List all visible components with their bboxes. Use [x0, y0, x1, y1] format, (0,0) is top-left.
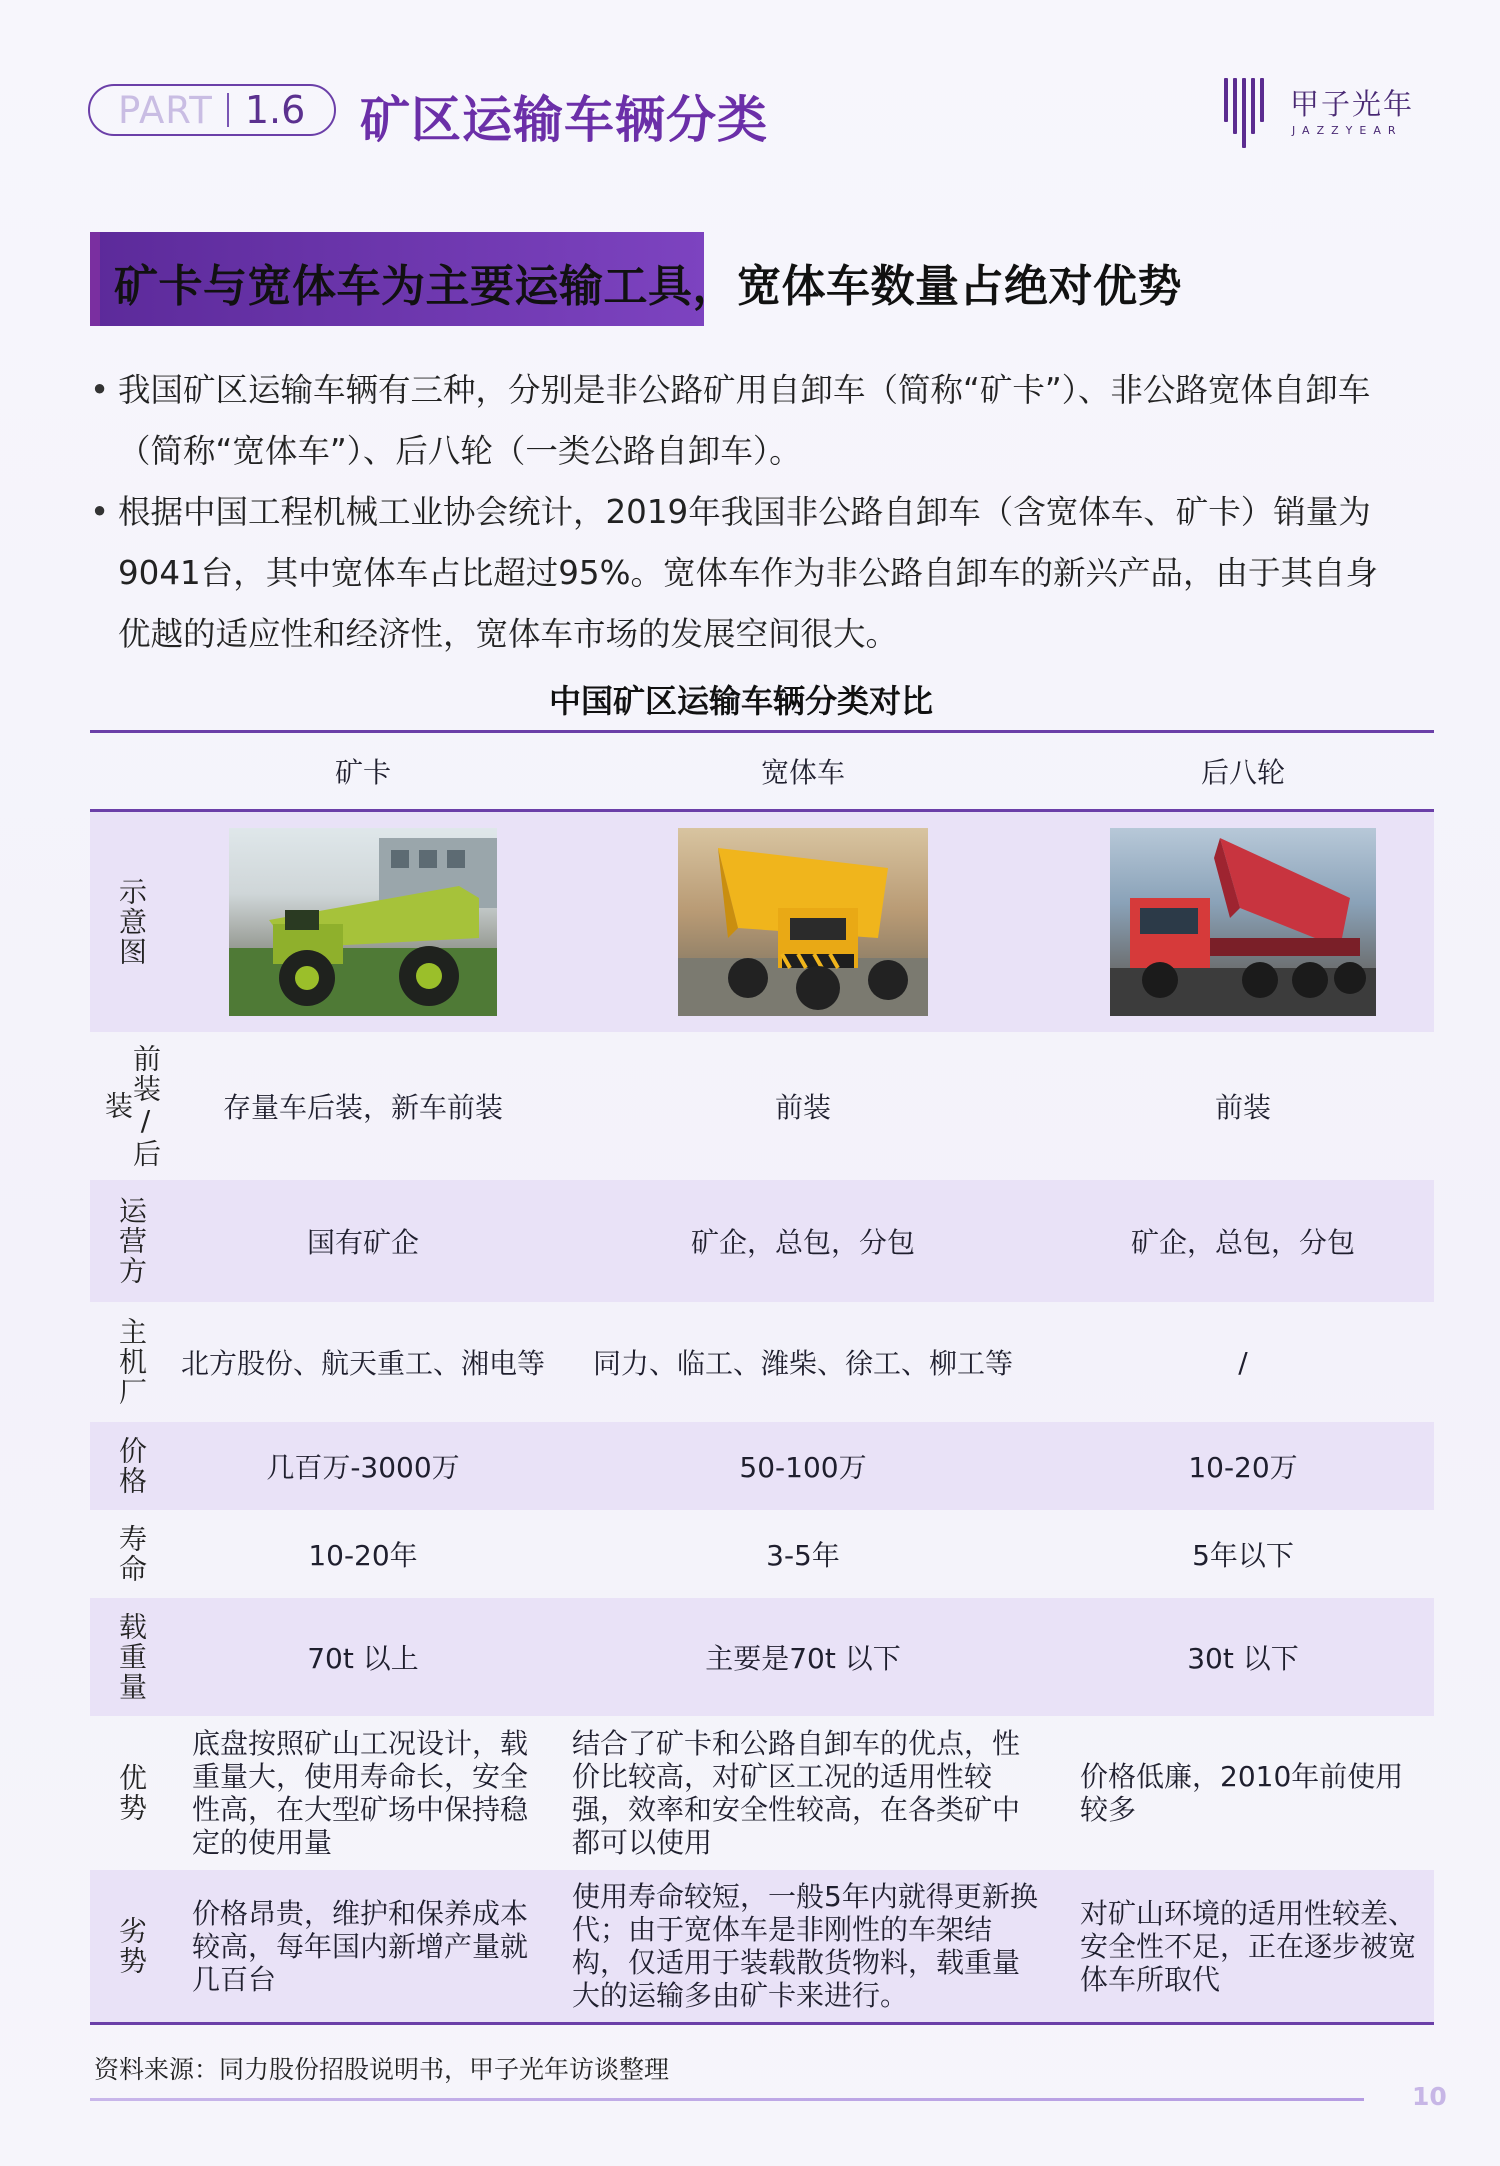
table-row: [90, 1716, 1434, 1870]
table-row: [90, 1032, 1434, 1180]
row-label: 运营方: [115, 1196, 148, 1286]
row-label: 载重量: [115, 1612, 148, 1702]
part-badge: [88, 84, 336, 136]
section-banner: [90, 232, 1190, 326]
logo-text: 甲子光年: [1290, 87, 1415, 121]
row-label: 优势: [115, 1763, 148, 1823]
table-cell: 国有矿企: [306, 1226, 419, 1259]
table-cell: 价格昂贵，维护和保养成本较高，每年国内新增产量就几百台: [192, 1896, 529, 1996]
page-title: 矿区运输车辆分类: [360, 91, 768, 149]
table-cell: 几百万-3000万: [266, 1451, 460, 1484]
comparison-table: [90, 730, 1434, 2025]
row-label: 寿命: [115, 1524, 148, 1584]
part-divider: [227, 93, 229, 127]
row-label: 前装/后装: [101, 1043, 162, 1169]
row-label: 示意图: [115, 877, 148, 967]
page-number: 10: [1412, 2082, 1447, 2111]
bullet-item: • 根据中国工程机械工业协会统计，2019年我国非公路自卸车（含宽体车、矿卡）销量为9041台，其中宽体车占比超过95%。宽体车作为非公路自卸车的新兴产品，由于其自身优越的适应性和经济性，宽体车市场的发展空间很大。: [88, 482, 1388, 665]
table-cell: 前装: [1214, 1091, 1271, 1124]
footer-divider: [90, 2098, 1364, 2101]
table-row: [90, 1180, 1434, 1302]
brand-logo: [1224, 76, 1414, 156]
part-number: 1.6: [244, 88, 306, 132]
table-cell: 使用寿命较短，一般5年内就得更新换代；由于宽体车是非刚性的车架结构，仅适用于装载散货物料，载重量大的运输多由矿卡来进行。: [572, 1880, 1038, 2012]
table-cell: 北方股份、航天重工、湘电等: [180, 1347, 545, 1380]
table-row: [90, 1302, 1434, 1422]
table-row: [90, 1510, 1434, 1598]
table-header-row: [90, 733, 1434, 812]
header-cell-empty: [90, 733, 172, 809]
table-cell: 3-5年: [766, 1539, 840, 1572]
table-cell: 同力、临工、潍柴、徐工、柳工等: [592, 1347, 1013, 1380]
table-cell: 50-100万: [739, 1451, 867, 1484]
table-cell: 价格低廉，2010年前使用较多: [1080, 1760, 1404, 1826]
row-label: 主机厂: [115, 1317, 148, 1407]
table-cell: 底盘按照矿山工况设计，载重量大，使用寿命长，安全性高，在大型矿场中保持稳定的使用量: [192, 1727, 529, 1859]
table-cell: /: [1238, 1345, 1248, 1379]
table-row: [90, 1870, 1434, 2022]
table-cell: 10-20年: [308, 1539, 418, 1572]
table-row-images: [90, 812, 1434, 1032]
mining-truck-image: [229, 828, 497, 1016]
table-cell: 对矿山环境的适用性较差、安全性不足，正在逐步被宽体车所取代: [1080, 1896, 1417, 1996]
table-row: [90, 1422, 1434, 1510]
bullet-item: • 我国矿区运输车辆有三种，分别是非公路矿用自卸车（简称“矿卡”）、非公路宽体自卸车（简称“宽体车”）、后八轮（一类公路自卸车）。: [88, 360, 1388, 482]
table-cell: 5年以下: [1192, 1539, 1294, 1572]
header-cell-wide-body: 宽体车: [760, 756, 845, 789]
part-word: PART: [118, 88, 213, 132]
table-cell: 70t 以上: [307, 1642, 419, 1675]
page-header: [88, 84, 1418, 149]
table-row: [90, 1598, 1434, 1716]
banner-edge: [90, 232, 100, 326]
source-note: 资料来源：同力股份招股说明书，甲子光年访谈整理: [94, 2055, 670, 2084]
header-cell-mining-truck: 矿卡: [334, 756, 391, 789]
row-label: 价格: [115, 1436, 148, 1496]
table-cell: 结合了矿卡和公路自卸车的优点，性价比较高，对矿区工况的适用性较强，效率和安全性较高，在各类矿中都可以使用: [572, 1727, 1021, 1859]
table-caption: 中国矿区运输车辆分类对比: [548, 682, 933, 720]
table-cell: 矿企，总包，分包: [690, 1226, 915, 1259]
intro-bullets: [88, 360, 1388, 665]
rear-eight-wheel-truck-image: [1110, 828, 1376, 1016]
header-cell-rear-eight: 后八轮: [1200, 756, 1285, 789]
table-cell: 前装: [774, 1091, 831, 1124]
table-cell: 主要是70t 以下: [705, 1642, 901, 1675]
row-label: 劣势: [115, 1916, 148, 1976]
table-cell: 30t 以下: [1187, 1642, 1299, 1675]
logo-bars-icon: [1224, 78, 1274, 148]
wide-body-truck-image: [678, 828, 928, 1016]
logo-subtext: JAZZYEAR: [1292, 124, 1403, 137]
banner-heading: 矿卡与宽体车为主要运输工具，宽体车数量占绝对优势: [114, 261, 1182, 312]
table-cell: 矿企，总包，分包: [1130, 1226, 1355, 1259]
table-cell: 10-20万: [1188, 1451, 1298, 1484]
table-cell: 存量车后装，新车前装: [222, 1091, 503, 1124]
